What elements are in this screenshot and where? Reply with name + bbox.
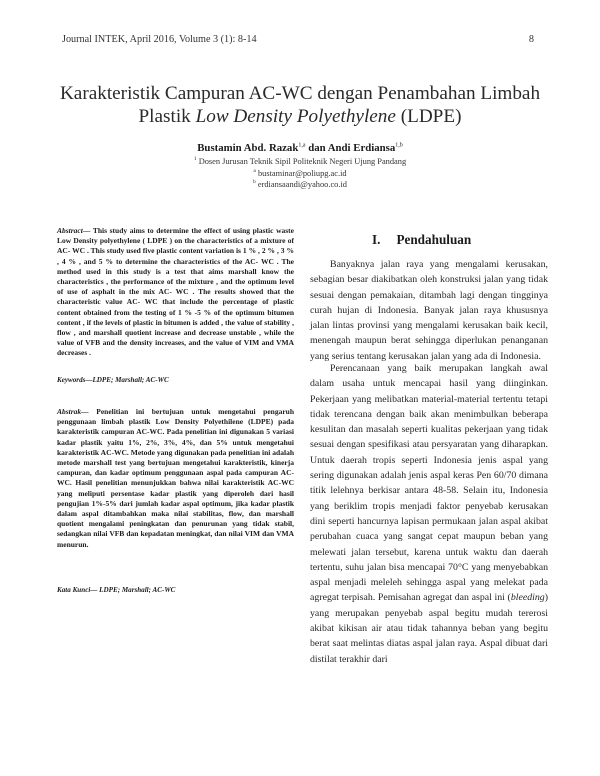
abstrak-text: Penelitian ini bertujuan untuk mengetahui pengaruh penggunaan limbah plastik Low Density Polyethilene (LDPE) pada karakteristik campuran AC-WC. Pada penelitian ini digunakan 5 variasi kadar plastik yaitu 1%, 2%, 3%, 4%, dan 5% untuk mengetahui karakteristik AC-WC. Metode yang digunakan pada penelitian ini adalah metode marshall test yang bertujuan mengetahui karakteristik, kinerja campuran, dan kadar optimum penggunaan aspal pada campuran AC-WC. Hasil penelitian menunjukkan bahwa nilai karakteristik AC-WC yang meliputi persentase kadar plastik yang diperoleh dari hasil pengujian 1%-5% dari jumlah kadar aspal optimum, jika kadar plastik dalam aspal ditambahkan maka nilai stabilitas, flow, dan marshall quotient mengalami peningkatan dan penurunan yang tidak stabil, sedangkan nilai VFB dan kepadatan meningkat, dan nilai VIM dan VMA menurun. <box>57 407 294 549</box>
abstrak-indonesian <box>57 407 294 550</box>
title-line-2: Plastik Low Density Polyethylene (LDPE) <box>138 106 462 127</box>
abstract-text: This study aims to determine the effect of using plastic waste Low Density polyethylene ( LDPE ) on the characteristics of a mixture of AC- WC . This study used five plastic content variation is 1 % , 2 % , 3 % , 4 % , and 5 % to determine the characteristics of the AC- WC . The method used in this study is a test that aims marshall know the characteristics , the performance of the mixture , and the optimum level of use of asphalt in the mix AC- WC . The results showed that the characteristic value AC- WC that include the percentage of plastic content obtained from the testing of 1 % -5 % of the optimum bitumen content , if the levels of plastic in bitumen is added , the value of stability , flow , and marshall quotient increase and decrease unstable , while the value of VFB and the density increases, and the value of VIM and VMA decreases . <box>57 226 294 358</box>
paragraph-2: Perencanaan yang baik merupakan langkah awal dalam usaha untuk mencapai hasil yang diinginkan. Pekerjaan yang melibatkan material-material tertentu tetapi tidak terencana dengan baik akan menimbulkan beberapa kesulitan dan masalah seperti kualitas pekerjaan yang tidak sesuai dengan spesifikasi atau persyaratan yang diharapkan. Untuk daerah tropis seperti Indonesia jenis aspal yang sering digunakan adalah jenis aspal keras Pen 60/70 dimana titik lelehnya berkisar antara 48-58. Selain itu, Indonesia yang beriklim tropis menjadi faktor penyebab kerusakan dini seperti hancurnya lapisan permukaan jalan aspal akibat perubahan cuaca yang sangat cepat maupun beban yang melewati jalan tersebut, karena untuk waktu dan daerah tertentu, suhu jalan bisa mencapai 70°C yang menyebabkan aspal menjadi meleleh sehingga aspal yang melekat pada agregat terpisah. Pemisahan agregat dan aspal ini (bleeding) yang merupakan penyebab aspal begitu mudah tererosi akibat kikisan air atau tidak tahannya beban yang begitu berat saat melintas diatas aspal jalan raya. Aspal dibuat dari distilat terakhir dari <box>310 363 548 665</box>
section-heading: I. Pendahuluan <box>372 232 472 247</box>
author-list: Bustamin Abd. Razak$^{1,a}$ dan Andi Erdiansa$^{1,b}$ <box>197 142 403 154</box>
author-2: Andi Erdiansa <box>327 142 396 154</box>
keywords-english: Keywords—LDPE; Marshall; AC-WC <box>57 376 169 384</box>
title-italic: Low Density Polyethylene <box>195 106 396 127</box>
journal-info: Journal INTEK, April 2016, Volume 3 (1): 8-14 <box>62 34 257 45</box>
abstract-label: Abstract— <box>57 226 91 235</box>
keywords-indonesian: Kata Kunci— LDPE; Marshall; AC-WC <box>57 586 176 594</box>
affiliation: $^1$ Dosen Jurusan Teknik Sipil Politeknik Negeri Ujung Pandang <box>193 156 407 166</box>
paper-title <box>40 82 560 128</box>
abstract-english <box>57 226 294 359</box>
title-line-1: Karakteristik Campuran AC-WC dengan Penambahan Limbah <box>59 83 541 104</box>
email-b: $^b$ erdiansaandi@yahoo.co.id <box>253 179 347 189</box>
author-1: Bustamin Abd. Razak <box>197 142 299 154</box>
page-number: 8 <box>528 34 534 45</box>
abstrak-label: Abstrak— <box>57 407 89 416</box>
email-a: $^a$ bustaminar@poliupg.ac.id <box>253 168 347 178</box>
paragraph-1: Banyaknya jalan raya yang mengalami kerusakan, sebagian besar diakibatkan oleh konstruksi jalan yang tidak sesuai dengan pemakaian, ditambah lagi dengan tingginya curah hujan di Indonesia. Banyak jalan raya khususnya jalan lintas provinsi yang mengalami kerusakan baik kecil, menengah maupun berat sehingga diperlukan penanganan yang serius tentang kerusakan jalan yang ada di Indonesia. <box>310 259 548 362</box>
